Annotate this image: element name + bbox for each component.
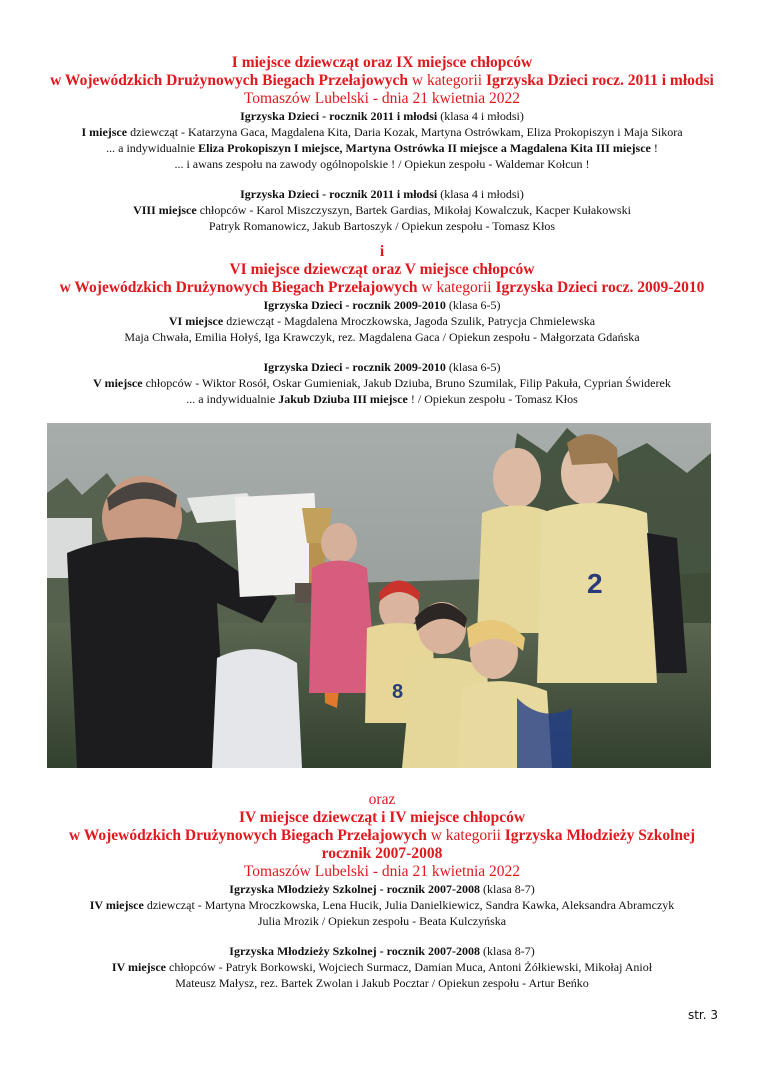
- section-3-girls-team: IV miejsce dziewcząt - Martyna Mroczkowska, Lena Hucik, Julia Danielkiewicz, Sandra Kawka, Aleksandra Abramczyk: [89, 898, 675, 912]
- section-3-boys-team: IV miejsce chłopców - Patryk Borkowski, Wojciech Surmacz, Damian Muca, Antoni Żółkiewski, Mikołaj Anioł: [111, 960, 653, 974]
- section-2-boys-team: V miejsce chłopców - Wiktor Rosół, Oskar Gumieniak, Jakub Dziuba, Bruno Szumilak, Filip Pakuła, Cyprian Świderek: [93, 376, 671, 390]
- jersey-number-right: 2: [587, 568, 603, 599]
- section-3-place-date: Tomaszów Lubelski - dnia 21 kwietnia 2022: [243, 863, 521, 880]
- page-number: str. 3: [687, 1008, 718, 1022]
- section-2-conjunction: i: [379, 243, 385, 260]
- section-2-boys-heading: Igrzyska Dzieci - rocznik 2009-2010 (klasa 6-5): [263, 360, 501, 374]
- section-3-girls-heading: Igrzyska Młodzieży Szkolnej - rocznik 2007-2008 (klasa 8-7): [229, 882, 535, 896]
- section-3-boys-team-cont: Mateusz Małysz, rez. Bartek Zwolan i Jakub Pocztar / Opiekun zespołu - Artur Beńko: [175, 976, 589, 990]
- section-1-girls-heading: Igrzyska Dzieci - rocznik 2011 i młodsi (klasa 4 i młodsi): [240, 109, 524, 123]
- section-3-girls-team-cont: Julia Mrozik / Opiekun zespołu - Beata Kulczyńska: [257, 914, 507, 928]
- section-3-title: IV miejsce dziewcząt i IV miejsce chłopców: [238, 809, 526, 826]
- section-2-girls-team: VI miejsce dziewcząt - Magdalena Mroczkowska, Jagoda Szulik, Patrycja Chmielewska: [168, 314, 596, 328]
- section-1: [0, 54, 764, 234]
- section-1-competition: w Wojewódzkich Drużynowych Biegach Przełajowych w kategorii Igrzyska Dzieci rocz. 2011 i młodsi: [50, 72, 714, 89]
- jersey-number-left: 8: [392, 681, 404, 703]
- section-3-year: rocznik 2007-2008: [321, 845, 443, 862]
- section-1-boys-team: VIII miejsce chłopców - Karol Miszczyszyn, Bartek Gardias, Mikołaj Kowalczuk, Kacper Kułakowski: [133, 203, 631, 217]
- section-1-boys-team-cont: Patryk Romanowicz, Jakub Bartoszyk / Opiekun zespołu - Tomasz Kłos: [208, 219, 556, 233]
- section-2-title: VI miejsce dziewcząt oraz V miejsce chłopców: [229, 261, 535, 278]
- award-ceremony-photo: [47, 423, 711, 768]
- section-3-competition: w Wojewódzkich Drużynowych Biegach Przełajowych w kategorii Igrzyska Młodzieży Szkolnej: [68, 827, 696, 844]
- section-1-advance: ... i awans zespołu na zawody ogólnopolskie ! / Opiekun zespołu - Waldemar Kołcun !: [174, 157, 590, 171]
- photo-illustration: [47, 423, 711, 768]
- section-3-conjunction: oraz: [368, 791, 396, 808]
- section-1-boys-heading: Igrzyska Dzieci - rocznik 2011 i młodsi (klasa 4 i młodsi): [240, 187, 524, 201]
- section-3: [0, 791, 764, 991]
- section-2-girls-team-cont: Maja Chwała, Emilia Hołyś, Iga Krawczyk, rez. Magdalena Gaca / Opiekun zespołu - Małgorzata Gdańska: [124, 330, 640, 344]
- section-1-girls-team: I miejsce dziewcząt - Katarzyna Gaca, Magdalena Kita, Daria Kozak, Martyna Ostrówkam, Eliza Prokopiszyn i Maja Sikora: [81, 125, 683, 139]
- section-2-competition: w Wojewódzkich Drużynowych Biegach Przełajowych w kategorii Igrzyska Dzieci rocz. 2009-2010: [59, 279, 705, 296]
- section-2-individual: ... a indywidualnie Jakub Dziuba III miejsce ! / Opiekun zespołu - Tomasz Kłos: [186, 392, 578, 406]
- section-1-place-date: Tomaszów Lubelski - dnia 21 kwietnia 2022: [243, 90, 521, 107]
- section-1-individual: ... a indywidualnie Eliza Prokopiszyn I miejsce, Martyna Ostrówka II miejsce a Magdalena Kita III miejsce !: [106, 141, 658, 155]
- section-2: [0, 243, 764, 407]
- section-1-title: I miejsce dziewcząt oraz IX miejsce chłopców: [231, 54, 533, 71]
- section-2-girls-heading: Igrzyska Dzieci - rocznik 2009-2010 (klasa 6-5): [263, 298, 501, 312]
- section-3-boys-heading: Igrzyska Młodzieży Szkolnej - rocznik 2007-2008 (klasa 8-7): [229, 944, 535, 958]
